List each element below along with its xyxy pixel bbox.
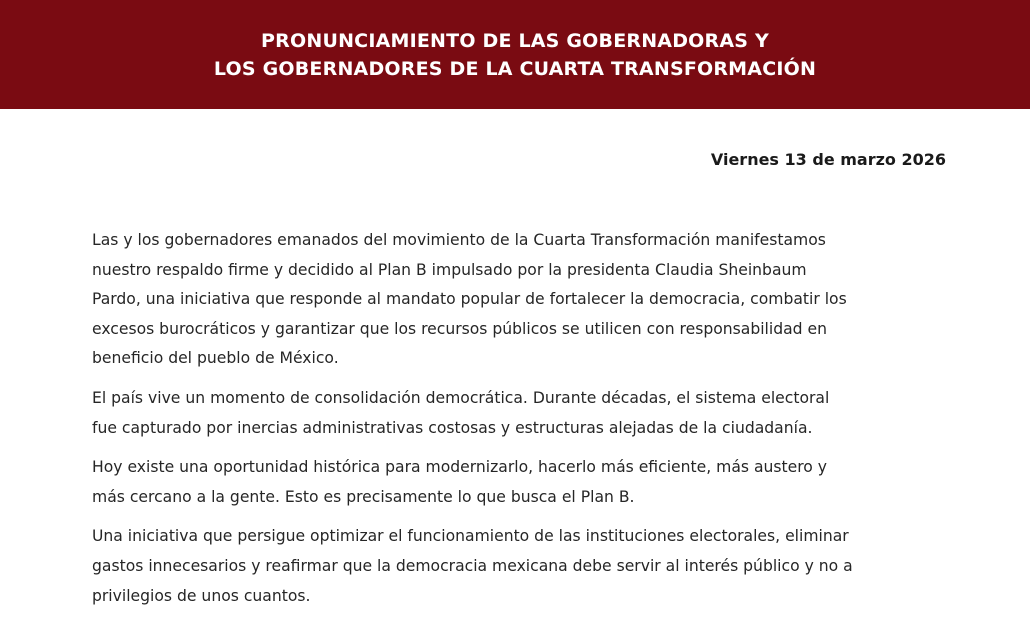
header-banner [0, 0, 1030, 109]
paragraph-line: fue capturado por inercias administrativas costosas y estructuras alejadas de la ciudadanía. [92, 418, 813, 437]
paragraph-line: excesos burocráticos y garantizar que los recursos públicos se utilicen con responsabilidad en [92, 319, 828, 338]
paragraph-line: privilegios de unos cuantos. [92, 586, 311, 605]
paragraph-support-plan-b [92, 226, 952, 374]
paragraph-line: Hoy existe una oportunidad histórica para modernizarlo, hacerlo más eficiente, más austero y [92, 458, 828, 477]
paragraph-line: El país vive un momento de consolidación democrática. Durante décadas, el sistema electoral [92, 388, 830, 407]
paragraph-line: beneficio del pueblo de México. [92, 349, 339, 368]
paragraph-initiative-goals [92, 522, 952, 611]
paragraph-democratic-moment [92, 384, 952, 443]
paragraph-line: gastos innecesarios y reafirmar que la democracia mexicana debe servir al interés público y no a [92, 556, 853, 575]
paragraph-line: Las y los gobernadores emanados del movimiento de la Cuarta Transformación manifestamos [92, 231, 826, 249]
document-title-line-2: LOS GOBERNADORES DE LA CUARTA TRANSFORMACIÓN [213, 57, 817, 80]
document-title-line-1: PRONUNCIAMIENTO DE LAS GOBERNADORAS Y [261, 29, 769, 52]
document-body [92, 226, 952, 621]
paragraph-line: más cercano a la gente. Esto es precisamente lo que busca el Plan B. [92, 487, 635, 506]
paragraph-historic-opportunity [92, 453, 952, 512]
paragraph-line: Una iniciativa que persigue optimizar el funcionamiento de las instituciones electorales, eliminar [92, 527, 849, 546]
paragraph-line: nuestro respaldo firme y decidido al Plan B impulsado por la presidenta Claudia Sheinbaum [92, 260, 807, 279]
paragraph-line: Pardo, una iniciativa que responde al mandato popular de fortalecer la democracia, combatir los [92, 290, 847, 309]
document-date: Viernes 13 de marzo 2026 [710, 150, 946, 169]
